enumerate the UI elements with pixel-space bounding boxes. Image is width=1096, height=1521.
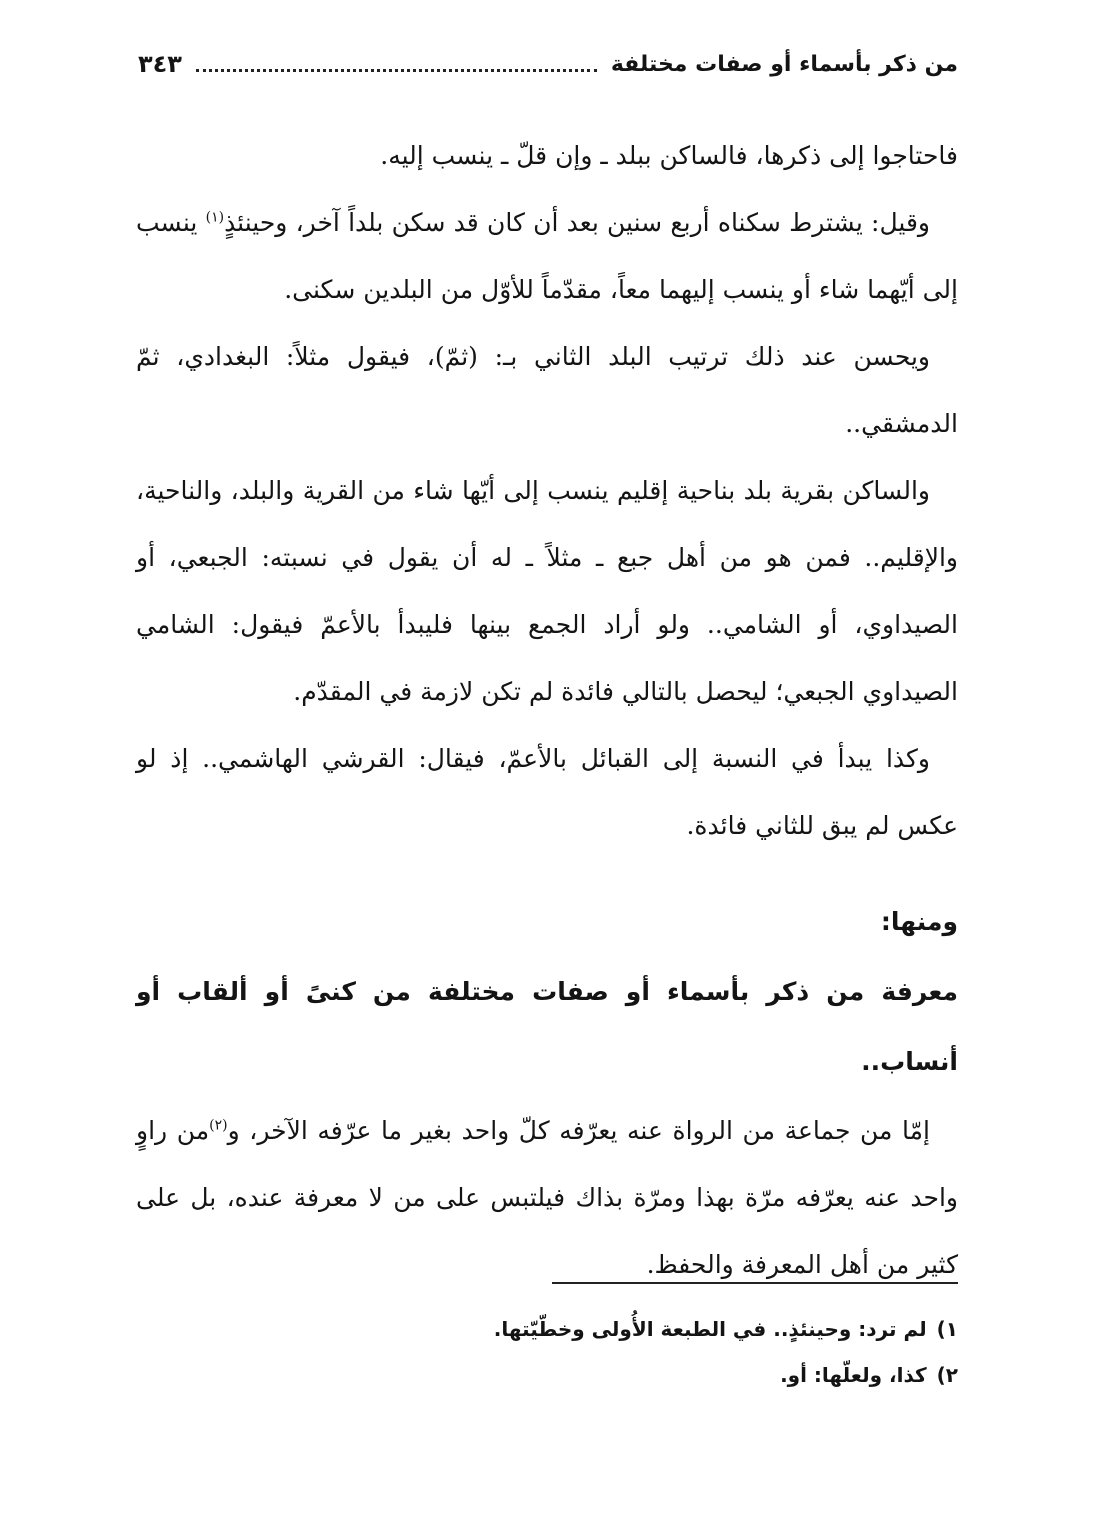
paragraph-1: فاحتاجوا إلى ذكرها، فالساكن ببلد ـ وإن قلّ ـ ينسب إليه. <box>380 141 958 170</box>
footnote-number: ١) <box>936 1317 958 1341</box>
subheading: ومنها: <box>880 907 958 936</box>
page-number: ٣٤٣ <box>138 50 182 78</box>
paragraph-6: إمّا من جماعة من الرواة عنه يعرّفه كلّ واحد بغير ما عرّفه الآخر، و$^{(٢)}$من راوٍ واحد عنه يعرّفه مرّة بهذا ومرّة بذاك فيلتبس على من لا معرفة عنده، بل على كثير من أهل المعرفة والحفظ. <box>136 1116 958 1279</box>
footnote-separator <box>552 1282 958 1284</box>
running-header <box>138 44 958 84</box>
header-dot-leader <box>196 69 597 72</box>
main-text <box>136 122 958 1298</box>
footnote-number: ٢) <box>936 1363 958 1387</box>
paragraph-5: وكذا يبدأ في النسبة إلى القبائل بالأعمّ، فيقال: القرشي الهاشمي.. إذ لو عكس لم يبق للثاني فائدة. <box>136 744 958 840</box>
paragraph-2: وقيل: يشترط سكناه أربع سنين بعد أن كان قد سكن بلداً آخر، وحينئذٍ$^{(١)}$ ينسب إلى أيّهما شاء أو ينسب إليهما معاً، مقدّماً للأوّل من البلدين سكنى. <box>136 208 958 304</box>
paragraph-4: والساكن بقرية بلد بناحية إقليم ينسب إلى أيّها شاء من القرية والبلد، والناحية، والإقليم.. فمن هو من أهل جبع ـ مثلاً ـ له أن يقول في نسبته: الجبعي، أو الصيداوي، أو الشامي.. ولو أراد الجمع بينها فليبدأ بالأعمّ فيقول: الشامي الصيداوي الجبعي؛ ليحصل بالتالي فائدة لم تكن لازمة في المقدّم. <box>136 476 958 706</box>
footnote-text: كذا، ولعلّها: أو. <box>780 1363 927 1387</box>
footnotes <box>136 1306 958 1398</box>
paragraph-3: ويحسن عند ذلك ترتيب البلد الثاني بـ: (ثمّ)، فيقول مثلاً: البغدادي، ثمّ الدمشقي.. <box>136 342 958 438</box>
footnote-ref-2[interactable]: (٢) <box>209 1117 228 1134</box>
footnote-2 <box>136 1352 958 1398</box>
footnote-ref-1[interactable]: (١) <box>205 209 225 226</box>
footnote-text: لم ترد: وحينئذٍ.. في الطبعة الأُولى وخطّيّتها. <box>493 1317 927 1341</box>
section-title: معرفة من ذكر بأسماء أو صفات مختلفة من كنىً أو ألقاب أو أنساب.. <box>136 977 958 1076</box>
running-title: من ذكر بأسماء أو صفات مختلفة <box>610 51 958 77</box>
footnote-1 <box>136 1306 958 1352</box>
